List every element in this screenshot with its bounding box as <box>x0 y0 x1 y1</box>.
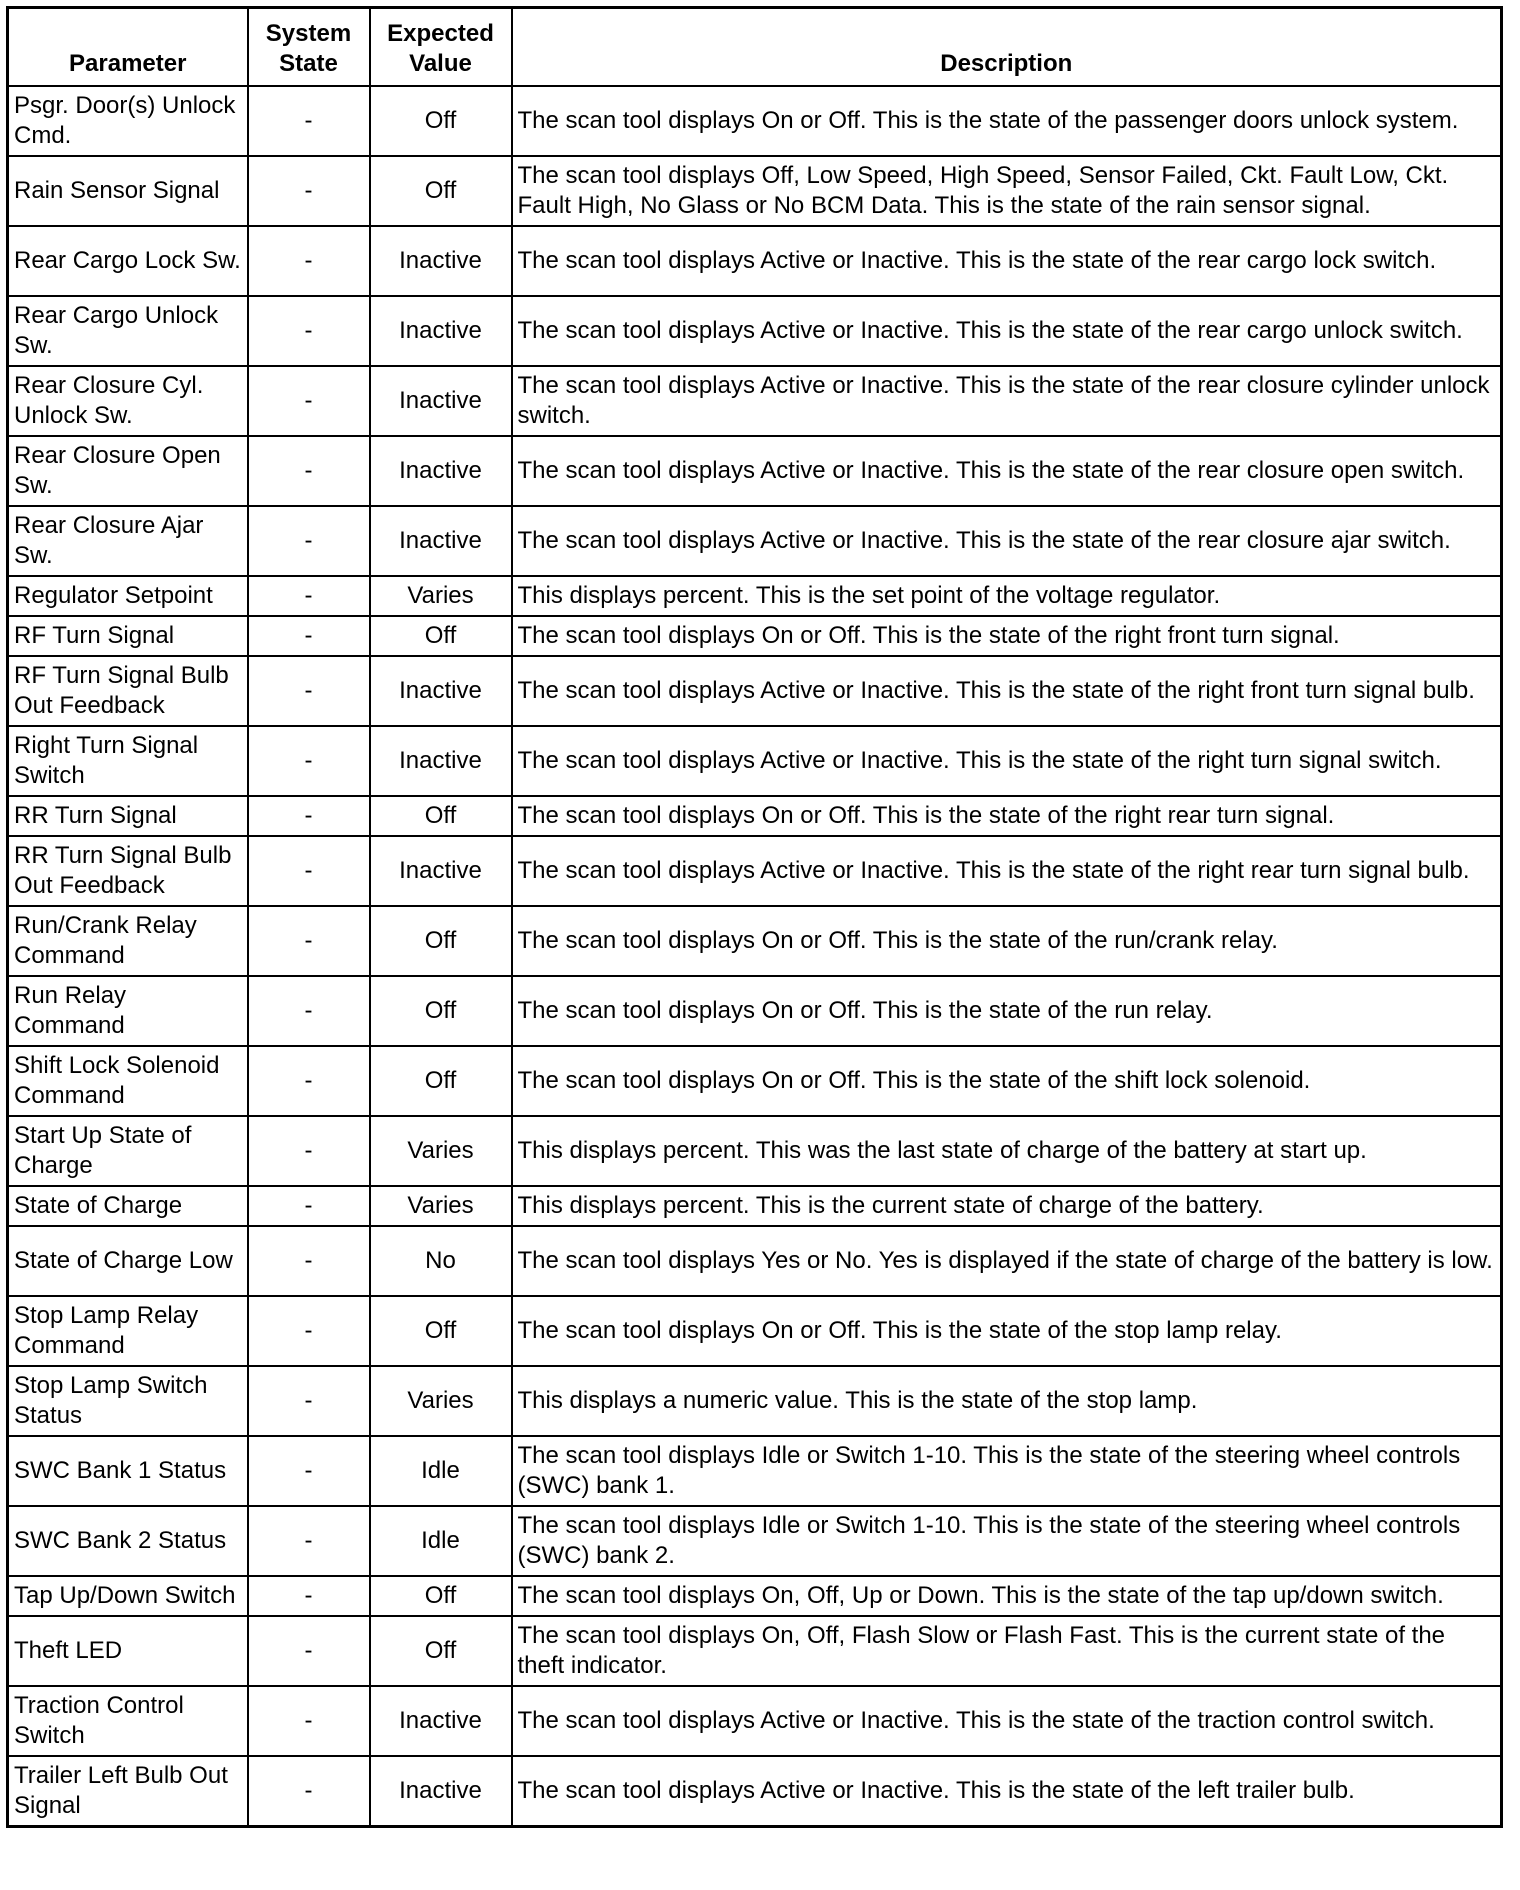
description-cell: The scan tool displays Active or Inactive. This is the state of the right rear turn signal bulb. <box>512 836 1502 906</box>
expected-value-cell: Off <box>370 796 512 836</box>
description-cell: The scan tool displays Active or Inactive. This is the state of the rear cargo lock switch. <box>512 226 1502 296</box>
description-cell: This displays percent. This is the set point of the voltage regulator. <box>512 576 1502 616</box>
system-state-cell: - <box>248 1296 370 1366</box>
parameter-cell: Traction Control Switch <box>8 1686 248 1756</box>
description-cell: The scan tool displays Yes or No. Yes is displayed if the state of charge of the battery is low. <box>512 1226 1502 1296</box>
system-state-cell: - <box>248 86 370 156</box>
parameter-cell: RF Turn Signal Bulb Out Feedback <box>8 656 248 726</box>
parameter-cell: Stop Lamp Relay Command <box>8 1296 248 1366</box>
description-cell: The scan tool displays On, Off, Up or Down. This is the state of the tap up/down switch. <box>512 1576 1502 1616</box>
table-row <box>8 616 1502 656</box>
expected-value-cell: No <box>370 1226 512 1296</box>
expected-value-cell: Off <box>370 1046 512 1116</box>
parameter-cell: Shift Lock Solenoid Command <box>8 1046 248 1116</box>
expected-value-cell: Inactive <box>370 436 512 506</box>
expected-value-cell: Inactive <box>370 1756 512 1827</box>
table-row <box>8 436 1502 506</box>
system-state-cell: - <box>248 156 370 226</box>
description-cell: The scan tool displays Active or Inactive. This is the state of the rear cargo unlock switch. <box>512 296 1502 366</box>
table-row <box>8 1186 1502 1226</box>
system-state-cell: - <box>248 1366 370 1436</box>
table-row <box>8 1366 1502 1436</box>
table-row <box>8 1506 1502 1576</box>
description-cell: The scan tool displays On or Off. This is the state of the run/crank relay. <box>512 906 1502 976</box>
system-state-cell: - <box>248 1506 370 1576</box>
description-cell: The scan tool displays On or Off. This is the state of the stop lamp relay. <box>512 1296 1502 1366</box>
table-row <box>8 1226 1502 1296</box>
parameter-cell: RF Turn Signal <box>8 616 248 656</box>
table-row <box>8 226 1502 296</box>
description-cell: The scan tool displays Active or Inactive. This is the state of the rear closure ajar switch. <box>512 506 1502 576</box>
expected-value-cell: Inactive <box>370 506 512 576</box>
parameter-cell: Rear Closure Cyl. Unlock Sw. <box>8 366 248 436</box>
system-state-cell: - <box>248 1616 370 1686</box>
parameter-cell: Run Relay Command <box>8 976 248 1046</box>
parameter-cell: Start Up State of Charge <box>8 1116 248 1186</box>
system-state-cell: - <box>248 1226 370 1296</box>
table-row <box>8 1116 1502 1186</box>
parameter-cell: Right Turn Signal Switch <box>8 726 248 796</box>
parameter-cell: Rear Closure Ajar Sw. <box>8 506 248 576</box>
expected-value-cell: Off <box>370 616 512 656</box>
expected-value-cell: Off <box>370 156 512 226</box>
expected-value-cell: Inactive <box>370 726 512 796</box>
table-row <box>8 906 1502 976</box>
table-row <box>8 976 1502 1046</box>
document-sheet <box>6 6 1500 1828</box>
expected-value-cell: Inactive <box>370 366 512 436</box>
table-row <box>8 576 1502 616</box>
parameter-cell: Stop Lamp Switch Status <box>8 1366 248 1436</box>
parameter-cell: Rear Closure Open Sw. <box>8 436 248 506</box>
description-cell: The scan tool displays On, Off, Flash Slow or Flash Fast. This is the current state of the theft indicator. <box>512 1616 1502 1686</box>
system-state-cell: - <box>248 616 370 656</box>
parameter-cell: Regulator Setpoint <box>8 576 248 616</box>
description-cell: The scan tool displays Idle or Switch 1-10. This is the state of the steering wheel controls (SWC) bank 2. <box>512 1506 1502 1576</box>
description-cell: The scan tool displays On or Off. This is the state of the run relay. <box>512 976 1502 1046</box>
table-row <box>8 506 1502 576</box>
parameter-cell: Theft LED <box>8 1616 248 1686</box>
table-row <box>8 836 1502 906</box>
parameter-cell: Rain Sensor Signal <box>8 156 248 226</box>
expected-value-cell: Idle <box>370 1506 512 1576</box>
parameter-cell: SWC Bank 2 Status <box>8 1506 248 1576</box>
header-parameter: Parameter <box>8 8 248 87</box>
parameter-cell: Rear Cargo Unlock Sw. <box>8 296 248 366</box>
expected-value-cell: Varies <box>370 576 512 616</box>
expected-value-cell: Inactive <box>370 656 512 726</box>
table-row <box>8 1576 1502 1616</box>
expected-value-cell: Varies <box>370 1116 512 1186</box>
system-state-cell: - <box>248 1116 370 1186</box>
expected-value-cell: Idle <box>370 1436 512 1506</box>
parameter-cell: SWC Bank 1 Status <box>8 1436 248 1506</box>
parameter-cell: Trailer Left Bulb Out Signal <box>8 1756 248 1827</box>
table-row <box>8 726 1502 796</box>
table-row <box>8 86 1502 156</box>
system-state-cell: - <box>248 226 370 296</box>
table-row <box>8 796 1502 836</box>
header-expected-value: Expected Value <box>370 8 512 87</box>
system-state-cell: - <box>248 1186 370 1226</box>
expected-value-cell: Inactive <box>370 296 512 366</box>
system-state-cell: - <box>248 656 370 726</box>
table-row <box>8 1296 1502 1366</box>
table-row <box>8 656 1502 726</box>
expected-value-cell: Varies <box>370 1366 512 1436</box>
description-cell: This displays a numeric value. This is the state of the stop lamp. <box>512 1366 1502 1436</box>
description-cell: The scan tool displays On or Off. This is the state of the passenger doors unlock system. <box>512 86 1502 156</box>
system-state-cell: - <box>248 796 370 836</box>
system-state-cell: - <box>248 1046 370 1116</box>
system-state-cell: - <box>248 506 370 576</box>
table-row <box>8 1616 1502 1686</box>
description-cell: The scan tool displays Active or Inactive. This is the state of the traction control switch. <box>512 1686 1502 1756</box>
system-state-cell: - <box>248 1686 370 1756</box>
description-cell: The scan tool displays Active or Inactive. This is the state of the right front turn signal bulb. <box>512 656 1502 726</box>
expected-value-cell: Inactive <box>370 1686 512 1756</box>
system-state-cell: - <box>248 836 370 906</box>
expected-value-cell: Off <box>370 86 512 156</box>
parameter-cell: Tap Up/Down Switch <box>8 1576 248 1616</box>
parameter-cell: Psgr. Door(s) Unlock Cmd. <box>8 86 248 156</box>
system-state-cell: - <box>248 436 370 506</box>
expected-value-cell: Varies <box>370 1186 512 1226</box>
expected-value-cell: Off <box>370 906 512 976</box>
description-cell: The scan tool displays Active or Inactive. This is the state of the rear closure open switch. <box>512 436 1502 506</box>
description-cell: This displays percent. This is the current state of charge of the battery. <box>512 1186 1502 1226</box>
description-cell: The scan tool displays On or Off. This is the state of the right rear turn signal. <box>512 796 1502 836</box>
system-state-cell: - <box>248 366 370 436</box>
parameter-cell: State of Charge <box>8 1186 248 1226</box>
description-cell: The scan tool displays Active or Inactive. This is the state of the rear closure cylinder unlock switch. <box>512 366 1502 436</box>
description-cell: The scan tool displays Idle or Switch 1-10. This is the state of the steering wheel controls (SWC) bank 1. <box>512 1436 1502 1506</box>
table-body <box>8 86 1502 1827</box>
table-row <box>8 1756 1502 1827</box>
system-state-cell: - <box>248 1576 370 1616</box>
system-state-cell: - <box>248 1756 370 1827</box>
system-state-cell: - <box>248 296 370 366</box>
table-row <box>8 1046 1502 1116</box>
table-row <box>8 1686 1502 1756</box>
system-state-cell: - <box>248 576 370 616</box>
expected-value-cell: Off <box>370 1576 512 1616</box>
expected-value-cell: Off <box>370 976 512 1046</box>
description-cell: This displays percent. This was the last state of charge of the battery at start up. <box>512 1116 1502 1186</box>
description-cell: The scan tool displays On or Off. This is the state of the shift lock solenoid. <box>512 1046 1502 1116</box>
system-state-cell: - <box>248 726 370 796</box>
header-system-state: System State <box>248 8 370 87</box>
expected-value-cell: Inactive <box>370 226 512 296</box>
parameter-cell: Rear Cargo Lock Sw. <box>8 226 248 296</box>
table-row <box>8 156 1502 226</box>
parameter-cell: RR Turn Signal <box>8 796 248 836</box>
table-row <box>8 296 1502 366</box>
table-header-row <box>8 8 1502 87</box>
parameter-table <box>6 6 1503 1828</box>
description-cell: The scan tool displays On or Off. This is the state of the right front turn signal. <box>512 616 1502 656</box>
system-state-cell: - <box>248 976 370 1046</box>
system-state-cell: - <box>248 906 370 976</box>
description-cell: The scan tool displays Active or Inactive. This is the state of the right turn signal switch. <box>512 726 1502 796</box>
description-cell: The scan tool displays Off, Low Speed, High Speed, Sensor Failed, Ckt. Fault Low, Ckt. Fault High, No Glass or No BCM Data. This is the state of the rain sensor signal. <box>512 156 1502 226</box>
header-description: Description <box>512 8 1502 87</box>
expected-value-cell: Off <box>370 1296 512 1366</box>
table-row <box>8 366 1502 436</box>
expected-value-cell: Off <box>370 1616 512 1686</box>
parameter-cell: Run/Crank Relay Command <box>8 906 248 976</box>
parameter-cell: RR Turn Signal Bulb Out Feedback <box>8 836 248 906</box>
system-state-cell: - <box>248 1436 370 1506</box>
parameter-cell: State of Charge Low <box>8 1226 248 1296</box>
table-row <box>8 1436 1502 1506</box>
description-cell: The scan tool displays Active or Inactive. This is the state of the left trailer bulb. <box>512 1756 1502 1827</box>
expected-value-cell: Inactive <box>370 836 512 906</box>
